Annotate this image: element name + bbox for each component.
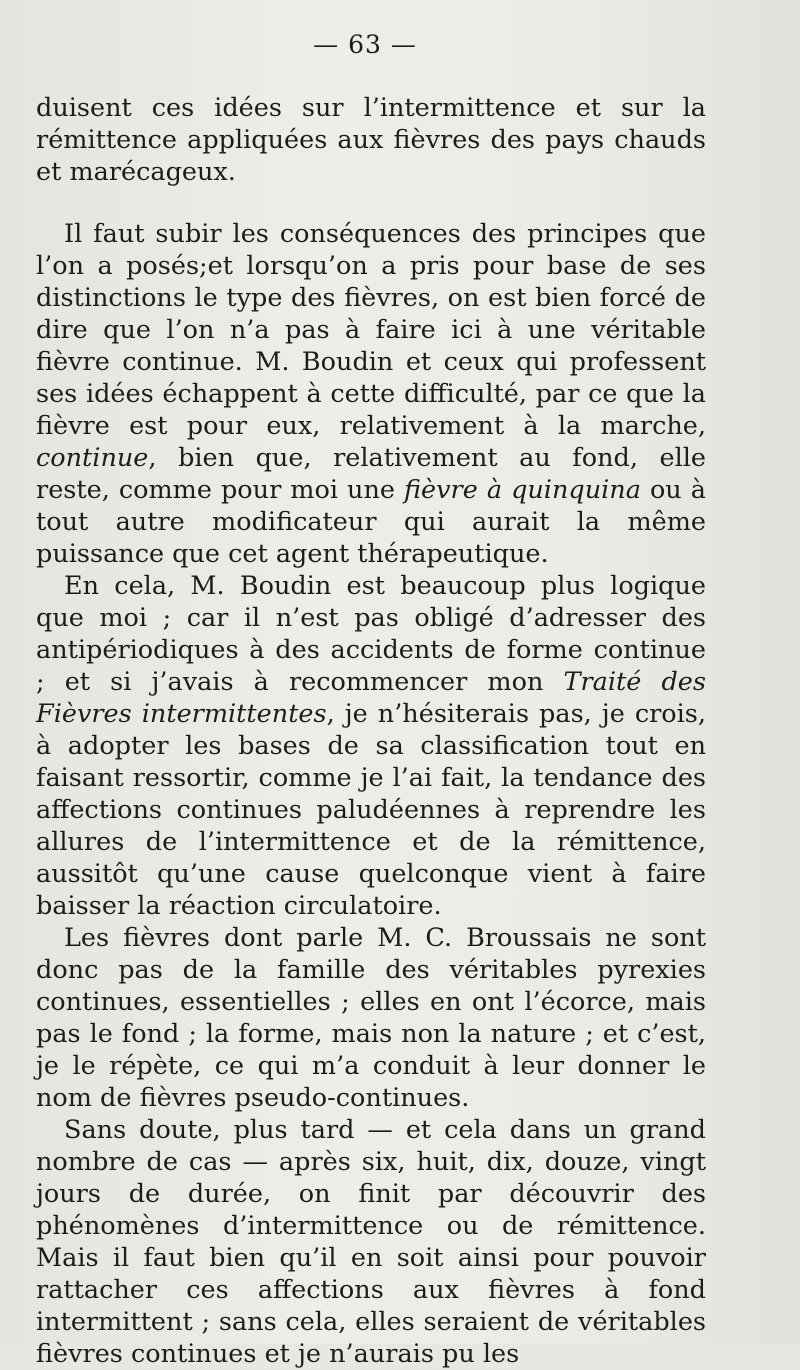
italic-text: continue <box>36 443 149 473</box>
italic-text: fièvre à quinquina <box>404 475 641 505</box>
paragraph <box>36 570 706 922</box>
text-segment: En cela, M. Boudin est beaucoup plus logique que moi ; car il n’est pas obligé d’adresser des antipériodiques à des accidents de forme continue ; et si j’avais à recommencer mon <box>36 571 706 697</box>
text-segment: Les fièvres dont parle M. C. Broussais ne sont donc pas de la famille des véritables pyrexies continues, essentielles ; elles en ont l’écorce, mais pas le fond ; la forme, mais non la nature ; et c’est, je le répète, ce qui m’a conduit à leur donner le nom de fièvres pseudo-continues. <box>36 923 706 1113</box>
paragraph-continuation <box>36 92 706 188</box>
text-segment: , je n’hésiterais pas, je crois, à adopter les bases de sa classification tout en faisant ressortir, comme je l’ai fait, la tendance des affections continues paludéennes à reprendre les allures de l’intermittence et de la rémittence, aussitôt qu’une cause quelconque vient à faire baisser la réaction circulatoire. <box>36 699 706 921</box>
page-number: — 63 — <box>313 30 417 59</box>
paragraph <box>36 218 706 570</box>
italic-text: Traité des Fièvres intermittentes <box>36 667 706 729</box>
text-segment: ou à tout autre modificateur qui aurait la même puissance que cet agent thérapeutique. <box>36 475 706 569</box>
paragraph <box>36 1114 706 1370</box>
text-segment: duisent ces idées sur l’intermittence et sur la rémittence appliquées aux fièvres des pays chauds et marécageux. <box>36 93 706 187</box>
text-segment: , bien que, relativement au fond, elle reste, comme pour moi une <box>36 443 706 505</box>
body-text <box>36 92 706 1370</box>
text-segment: Il faut subir les conséquences des principes que l’on a posés;et lorsqu’on a pris pour base de ses distinctions le type des fièvres, on est bien forcé de dire que l’on n’a pas à faire ici à une véritable fièvre continue. M. Boudin et ceux qui professent ses idées échappent à cette difficulté, par ce que la fièvre est pour eux, relativement à la marche, <box>36 219 706 441</box>
text-segment: Sans doute, plus tard — et cela dans un grand nombre de cas — après six, huit, dix, douze, vingt jours de durée, on finit par découvrir des phénomènes d’intermittence ou de rémittence. Mais il faut bien qu’il en soit ainsi pour pouvoir rattacher ces affections aux fièvres à fond intermittent ; sans cela, elles seraient de véritables fièvres continues et je n’aurais pu les <box>36 1115 706 1369</box>
paragraph <box>36 922 706 1114</box>
